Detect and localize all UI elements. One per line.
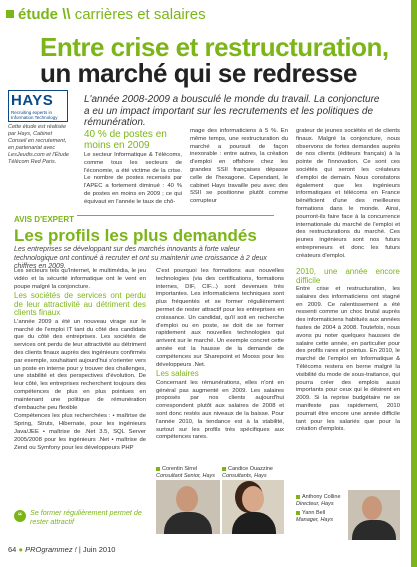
- body-e: Concernant les rémunérations, elles n'ont en général pas augmenté en 2009. Les salaires proposés par nos clients aujourd'hui correspondent plutôt aux salaires de 2008 et sont donc restés aux niveaux de la baisse. Pour l'année 2010, la tendance est à la stabilité, surtout sur les profils très spécifiques aux compétences rares.: [156, 379, 284, 441]
- photo-face: [242, 486, 264, 512]
- body-a: Les secteurs tels qu'Internet, le multimédia, le jeu vidéo et la sécurité informatique ont le vent en poupe malgré la conjoncture.: [14, 268, 146, 290]
- caption-marker: [222, 467, 226, 471]
- subhead-2010: 2010, une année encore difficile: [296, 267, 400, 285]
- quote-icon: “: [14, 510, 26, 522]
- photo-anthony-yann: [348, 490, 400, 540]
- side-note: Cette étude est réalisée par Hays, Cabinet Conseil en recrutement, en partenariat avec LesJeudis.com et l'Étude Télécom Red Paris.: [8, 124, 69, 165]
- rubric-separator: \\: [62, 6, 71, 23]
- photo3-caption: [296, 494, 346, 523]
- body-c: Compétences les plus recherchées : • maîtrise de Spring, Struts, Hibernate, pour les ingénieurs Java/JEE • maîtrise de .Net 3.5, SQL Server 2005/2008 pour les ingénieurs .Net • maîtrise de Zend ou Symfony pour les développeurs PHP: [14, 413, 146, 451]
- caption-marker: [156, 467, 160, 471]
- caption-marker: [296, 495, 300, 499]
- headline: [40, 34, 405, 86]
- photo-face: [362, 496, 382, 520]
- photo1-name: Corentin Sirrel: [162, 466, 198, 472]
- body-f: Entre crise et restructuration, les salaires des informaticiens ont stagné en 2009. Ce ralentissement a été ressenti comme un choc brutal auprès des informaticiens habitués aux années fastes de 2004 à 2008. Toutefois, nous avons pu noter quelques hausses de salaire cette année, en particulier pour des profils rares et pointus. En 2010, le marché de l'emploi en Informatique & Télécoms restera en berne malgré la visibilité du mode de sous-traitance, qui pourra créer des emplois aussi importants pour ceux qui le désirent en 2009. Si la reprise budgétaire ne se manifeste pas rapidement, 2010 pourrait être encore une année difficile tant pour les salariés que pour la création d'emplois.: [296, 286, 400, 433]
- hays-logo: [8, 90, 68, 122]
- middle-column: [156, 268, 284, 443]
- photo3-name2: Yann Bell: [302, 510, 326, 516]
- photo3-name1: Anthony Colline: [302, 494, 341, 500]
- caption-marker: [296, 511, 300, 515]
- photo-suit: [164, 512, 212, 534]
- photo1-caption: [156, 466, 220, 479]
- photo-suit: [232, 512, 276, 534]
- hays-logo-tagline: Recruiting experts in Information Technology: [11, 110, 58, 120]
- page-number: 64: [8, 545, 17, 554]
- pull-quote-text: Se former régulièrement permet de rester attractif: [30, 508, 142, 526]
- photo2-name: Candice Ouazzine: [228, 466, 273, 472]
- expert-tag: AVIS D'EXPERT: [14, 215, 77, 224]
- column-2-text: mage des informaticiens à 5 %. En même temps, une restructuration du marché a poursuit de façon inexorable : entre autres, la création d'emploi en offshore chez les grandes SSII françaises dépasse celle de l'hexagone. Cependant, le cabinet Hays travaille peu avec des SSII se positionne plutôt comme corrupteur: [190, 128, 288, 205]
- page-footer: [8, 545, 115, 554]
- photo1-role: Consultant Senior, Hays: [156, 472, 216, 479]
- edge-stripe: [411, 0, 417, 567]
- hays-logo-name: HAYS: [11, 92, 54, 109]
- photo2-role: Consultants, Hays: [222, 472, 267, 479]
- headline-line1: Entre crise et restructuration,: [40, 32, 389, 62]
- body-d: C'est pourquoi les formations aux nouvelles technologies (via des certifications, formations internes, DIF, CIF...) sont devenues très importantes. Les informaticiens techniques sont plus fréquentés et se former régulièrement permet de rester attractif pour les entreprises en croissance. Un candidat, qu'il soit en recherche d'emploi ou en poste, se doit de se former rapidement aux nouvelles technologies qui arrivent sur le marché. Un exemple concret cette année est la hausse de la demande de compétences sur Sharepoint et Mooss pour les développeurs .Net.: [156, 268, 284, 368]
- subhead-salaires: Les salaires: [156, 369, 199, 379]
- body-b: L'année 2009 a été un nouveau virage sur le marché de l'emploi IT tant du côté des candidats que du côté des entreprises. Les sociétés de services ont perdu de leur attractivité au détriment des clients finaux auprès des ingénieurs confirmés par exemple, souhaitant aujourd'hui s'orienter vers un poste en interne pour y trouver des challenges, une stabilité et des perspectives d'évolution. De leur côté, les entreprises recherchent toujours des compétences de plus en plus pointues en maintenant une politique de rémunération d'embauche peu flexible: [14, 318, 146, 411]
- section-heading-40pct: 40 % de postes en moins en 2009: [84, 129, 167, 151]
- section-rubric: [18, 6, 206, 23]
- rubric-marker: [6, 10, 14, 18]
- photo-suit: [352, 520, 396, 540]
- publication-name: PROgrammez !: [25, 545, 77, 554]
- rubric-sub: carrières et salaires: [74, 6, 206, 23]
- right-column: [296, 268, 400, 435]
- pull-quote: [14, 508, 146, 530]
- subhead-services: Les sociétés de services ont perdu de leur attractivité au détriment des clients finaux: [14, 291, 146, 318]
- photo3-role2: Manager, Hays: [296, 516, 333, 523]
- left-column: [14, 268, 146, 453]
- profiles-lead: Les entreprises se développant sur des marchés innovants à forte valeur technologique ont continué à recruter et ont su maintenir une croissance à 2 deux chiffres en 2009.: [14, 246, 267, 270]
- footer-pipe: |: [78, 545, 83, 554]
- article-lead: L'année 2008-2009 a bousculé le monde du travail. La conjoncture a eu un impact important sur les recrutements et les politiques de rémunération.: [84, 94, 380, 128]
- issue-date: Juin 2010: [82, 545, 116, 554]
- photo3-role1: Directeur, Hays: [296, 500, 334, 507]
- headline-line2: un marché qui se redresse: [40, 58, 357, 88]
- photo2-caption: [222, 466, 286, 479]
- rubric-section: étude: [18, 6, 59, 23]
- photo-candice: [222, 480, 284, 534]
- profiles-title: Les profils les plus demandés: [14, 226, 257, 245]
- column-3-text: grateur de jeunes sociétés et de clients finaux. Malgré la conjoncture, nous observons de fortes demandes auprès de nos clients (éditeurs français) à la pointe de l'innovation. Ce sont ces sociétés qui seront les créateurs d'emploi de demain. Nous constatons également que les ingénieurs informatiques et télécoms en France bénéficient d'une des meilleures formations dans le monde. Ainsi, pourront-ils faire face à la concurrence internationale du marché de l'emploi et des restructurations du marché. Ces jeunes ingénieurs sont nos futurs entrepreneurs et donc les futurs créateurs d'emploi.: [296, 128, 400, 259]
- photo-face: [176, 486, 198, 512]
- footer-separator: ●: [18, 545, 26, 554]
- photo-corentin: [156, 480, 220, 534]
- column-1-text: Le secteur Informatique & Télécoms, comme tous les secteurs de l'économie, a été victime de la crise. Le nombre de postes recensés par l'APEC a fortement diminué : 40 % de postes en moins en 2009 ; ce qui équivaut en l'année le taux de chô-: [84, 152, 182, 205]
